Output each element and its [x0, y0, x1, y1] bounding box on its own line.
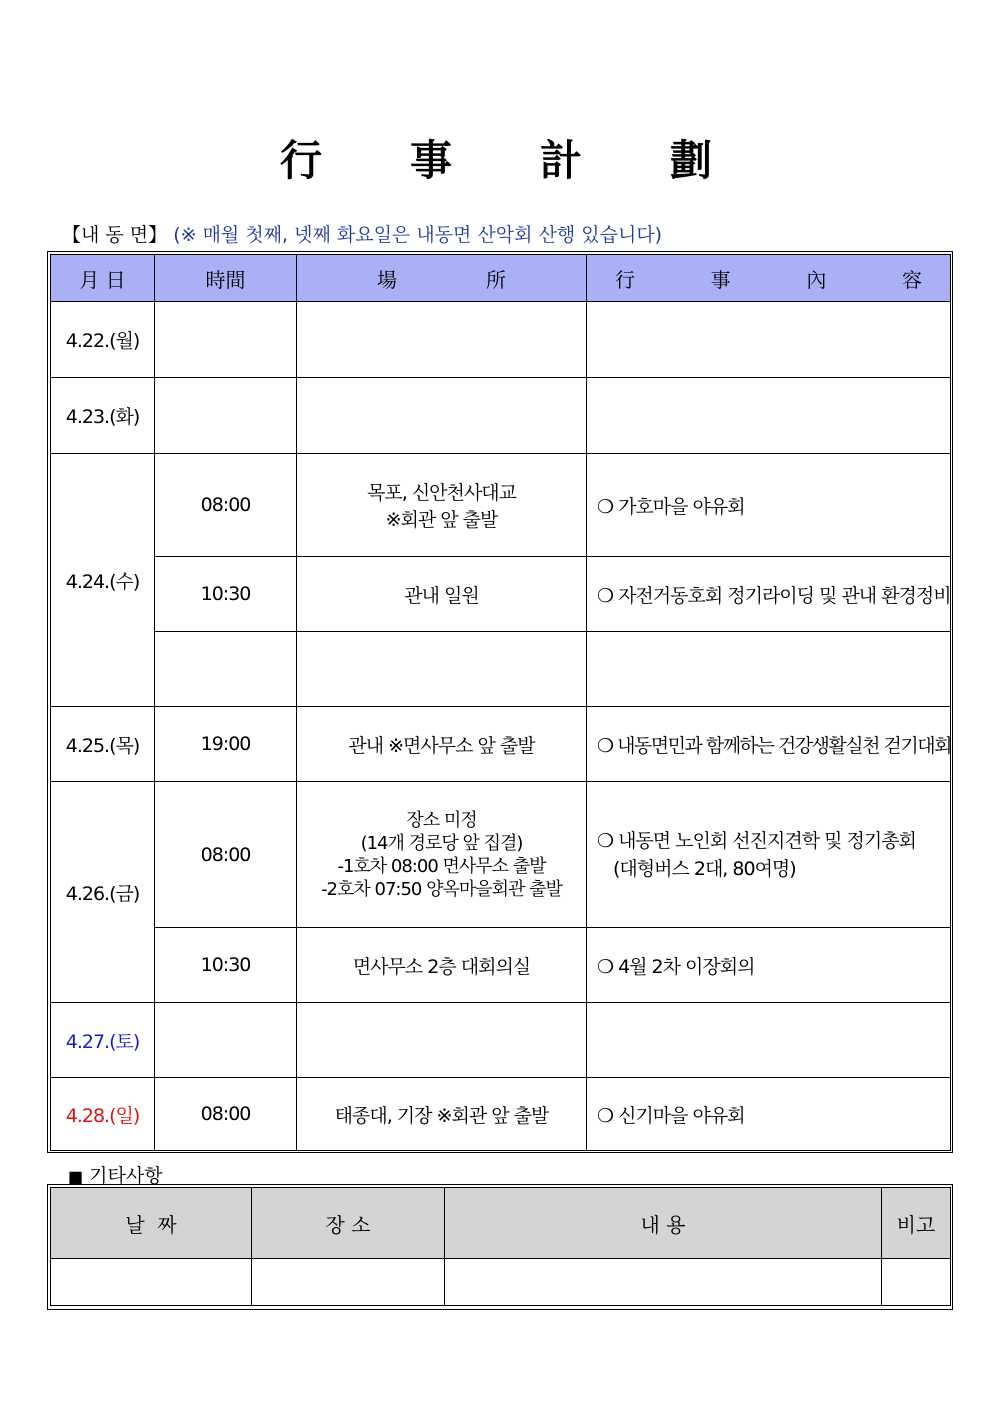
time-cell — [155, 632, 297, 707]
header-place: 場 所 — [297, 255, 587, 302]
time-cell: 10:30 — [155, 557, 297, 632]
place-cell: 면사무소 2층 대회의실 — [297, 928, 587, 1003]
misc-header-row — [51, 1188, 951, 1259]
date-cell: 4.23.(화) — [51, 378, 155, 454]
time-cell: 19:00 — [155, 707, 297, 782]
time-cell — [155, 1003, 297, 1078]
misc-header-note: 비고 — [882, 1188, 951, 1259]
time-cell: 08:00 — [155, 782, 297, 928]
date-cell: 4.26.(금) — [51, 782, 155, 1003]
table-row — [51, 928, 951, 1003]
date-cell: 4.27.(토) — [51, 1003, 155, 1078]
place-cell: 관내 일원 — [297, 557, 587, 632]
place-cell: 장소 미정 (14개 경로당 앞 집결) -1호차 08:00 면사무소 출발 -2호차 07:50 양옥마을회관 출발 — [297, 782, 587, 928]
table-row — [51, 707, 951, 782]
content-cell: ❍ 내동면민과 함께하는 건강생활실천 걷기대회 — [587, 707, 951, 782]
content-cell: ❍ 가호마을 야유회 — [587, 454, 951, 557]
misc-table — [50, 1187, 951, 1306]
schedule-frame — [47, 251, 953, 1153]
table-row — [51, 302, 951, 378]
table-row — [51, 1078, 951, 1151]
table-row — [51, 632, 951, 707]
date-cell: 4.24.(수) — [51, 454, 155, 707]
misc-frame — [47, 1184, 953, 1310]
misc-date-cell — [51, 1259, 252, 1306]
place-cell — [297, 632, 587, 707]
date-cell: 4.25.(목) — [51, 707, 155, 782]
misc-place-cell — [252, 1259, 445, 1306]
date-cell: 4.28.(일) — [51, 1078, 155, 1151]
time-cell: 08:00 — [155, 454, 297, 557]
square-bullet-icon: ■ — [68, 1167, 84, 1186]
misc-header-place: 장 소 — [252, 1188, 445, 1259]
content-cell: ❍ 자전거동호회 정기라이딩 및 관내 환경정비 — [587, 557, 951, 632]
time-cell: 10:30 — [155, 928, 297, 1003]
header-date: 月 日 — [51, 255, 155, 302]
place-cell: 태종대, 기장 ※회관 앞 출발 — [297, 1078, 587, 1151]
title-char: 事 — [409, 136, 452, 185]
place-cell — [297, 1003, 587, 1078]
misc-header-date: 날 짜 — [51, 1188, 252, 1259]
content-cell: ❍ 내동면 노인회 선진지견학 및 정기총회 (대형버스 2대, 80여명) — [587, 782, 951, 928]
misc-label-text: 기타사항 — [89, 1165, 163, 1187]
table-row — [51, 378, 951, 454]
content-cell — [587, 632, 951, 707]
subtitle — [62, 220, 662, 247]
table-row — [51, 782, 951, 928]
title-char: 計 — [540, 136, 583, 185]
place-cell: 목포, 신안천사대교 ※회관 앞 출발 — [297, 454, 587, 557]
content-cell — [587, 1003, 951, 1078]
header-content: 行 事 內 容 — [587, 255, 951, 302]
content-cell — [587, 378, 951, 454]
time-cell — [155, 378, 297, 454]
org-name: 【내 동 면】 — [62, 224, 168, 246]
subtitle-note: (※ 매월 첫째, 넷째 화요일은 내동면 산악회 산행 있습니다) — [173, 224, 663, 246]
misc-header-content: 내 용 — [445, 1188, 882, 1259]
content-cell: ❍ 신기마을 야유회 — [587, 1078, 951, 1151]
misc-content-cell — [445, 1259, 882, 1306]
title-char: 劃 — [670, 136, 713, 185]
schedule-header-row — [51, 255, 951, 302]
schedule-table — [50, 254, 951, 1151]
content-cell — [587, 302, 951, 378]
place-cell: 관내 ※면사무소 앞 출발 — [297, 707, 587, 782]
time-cell: 08:00 — [155, 1078, 297, 1151]
place-cell — [297, 302, 587, 378]
table-row — [51, 1003, 951, 1078]
date-cell: 4.22.(월) — [51, 302, 155, 378]
content-cell: ❍ 4월 2차 이장회의 — [587, 928, 951, 1003]
time-cell — [155, 302, 297, 378]
misc-note-cell — [882, 1259, 951, 1306]
title-char: 行 — [279, 136, 322, 185]
table-row — [51, 1259, 951, 1306]
place-cell — [297, 378, 587, 454]
table-row — [51, 557, 951, 632]
page-title — [0, 128, 992, 188]
table-row — [51, 454, 951, 557]
header-time: 時間 — [155, 255, 297, 302]
